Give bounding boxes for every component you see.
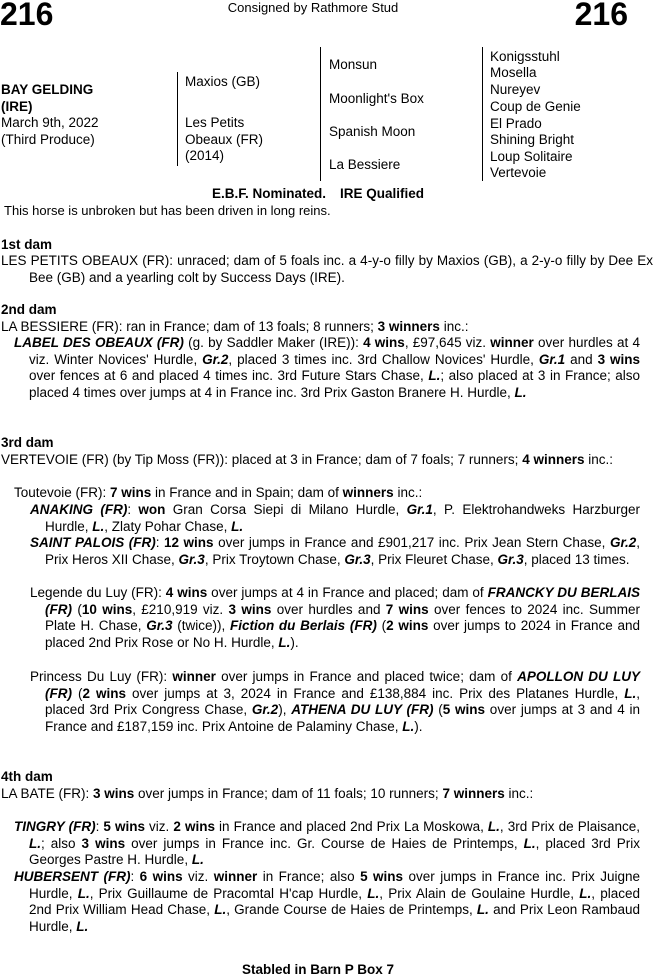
horse-dob: March 9th, 2022 bbox=[1, 115, 99, 130]
pedigree-ggp-7: Loup Solitaire bbox=[490, 149, 573, 164]
third-dam-toutevoie: Toutevoie (FR): 7 wins in France and in Spain; dam of winners inc.: bbox=[14, 485, 423, 500]
fourth-dam-text: LA BATE (FR): 3 wins over jumps in France; dam of 11 foals; 10 runners; 7 winners inc.: bbox=[1, 786, 534, 801]
pedigree-divider-1 bbox=[177, 72, 178, 166]
horse-sex: BAY GELDING bbox=[1, 82, 94, 97]
third-dam-legende: Legende du Luy (FR): 4 wins over jumps at 4 in France and placed; dam of FRANCKY DU BERLAIS (FR) (10 wins, £210,919 viz. 3 wins over hurdles and 7 wins over fences to 2024 inc. Summer Plate H. Chase, Gr.3 (twice)), Fiction du Berlais (FR) (2 wins over jumps to 2024 in France and placed 2nd Prix Rose or No H. Hurdle, L.). bbox=[30, 585, 641, 650]
pedigree-ggp-1: Konigsstuhl bbox=[490, 49, 560, 64]
unbroken-note: This horse is unbroken but has been driven in long reins. bbox=[4, 203, 331, 218]
pedigree-ggp-4: Coup de Genie bbox=[490, 99, 581, 114]
stabling-info: Stabled in Barn P Box 7 bbox=[241, 962, 395, 977]
third-dam-princess: Princess Du Luy (FR): winner over jumps in France and placed twice; dam of APOLLON DU LUY (FR) (2 wins over jumps at 3, 2024 in France and £138,884 inc. Prix des Platanes Hurdle, L., placed 3rd Prix Congress Chase, Gr.2), ATHENA DU LUY (FR) (5 wins over jumps at 3 and 4 in France and £187,159 inc. Prix Antoine de Palaminy Chase, L.). bbox=[30, 669, 641, 734]
ebf-line bbox=[0, 186, 636, 201]
fourth-dam-hubersent: HUBERSENT (FR): 6 wins viz. winner in France; also 5 wins over jumps in France inc. Prix Juigne Hurdle, L., Prix Guillaume de Pracomtal H'cap Hurdle, L., Prix Alain de Goulaine Hurdle, L., placed 2nd Prix William Head Chase, L., Grande Course de Haies de Printemps, L. and Prix Leon Rambaud Hurdle, L. bbox=[14, 869, 641, 934]
first-dam-heading: 1st dam bbox=[1, 237, 53, 252]
pedigree-divider-2 bbox=[320, 47, 321, 181]
pedigree-ggp-3: Nureyev bbox=[490, 82, 541, 97]
horse-info bbox=[1, 82, 99, 148]
pedigree-grandsire: Monsun bbox=[329, 57, 378, 72]
horse-produce: (Third Produce) bbox=[1, 131, 95, 147]
third-dam-heading: 3rd dam bbox=[1, 435, 54, 450]
pedigree-dam-line1: Les Petits bbox=[185, 115, 245, 130]
second-dam-text: LA BESSIERE (FR): ran in France; dam of 13 foals; 8 runners; 3 winners inc.: bbox=[1, 319, 469, 334]
third-dam-anaking: ANAKING (FR): won Gran Corsa Siepi di Milano Hurdle, Gr.1, P. Elektrohandweks Harzburger Hurdle, L., Zlaty Pohar Chase, L. bbox=[30, 502, 640, 534]
second-dam-heading: 2nd dam bbox=[1, 302, 57, 317]
pedigree-dam bbox=[185, 115, 263, 165]
pedigree-ggp-2: Mosella bbox=[490, 65, 537, 80]
third-dam-saint-palois: SAINT PALOIS (FR): 12 wins over jumps in France and £901,217 inc. Prix Jean Stern Chase, Gr.2, Prix Heros XII Chase, Gr.3, Prix Troytown Chase, Gr.3, Prix Fleuret Chase, Gr.3, placed 13 times. bbox=[30, 535, 640, 567]
pedigree-sire: Maxios (GB) bbox=[185, 74, 261, 89]
second-dam-progeny: LABEL DES OBEAUX (FR) (g. by Saddler Maker (IRE)): 4 wins, £97,645 viz. winner over hurdles at 4 viz. Winter Novices' Hurdle, Gr.2, placed 3 times inc. 3rd Challow Novices' Hurdle, Gr.1 and 3 wins over fences at 6 and placed 4 times inc. 3rd Future Stars Chase, L.; also placed at 3 in France; also placed 4 times over jumps at 4 in France inc. 3rd Prix Gaston Branere H. Hurdle, L. bbox=[14, 335, 641, 400]
pedigree-dam-sire: Spanish Moon bbox=[329, 124, 416, 139]
consignor: Consigned by Rathmore Stud bbox=[227, 0, 399, 15]
horse-origin: (IRE) bbox=[1, 98, 33, 114]
pedigree-ggp-6: Shining Bright bbox=[490, 132, 575, 147]
ebf-nominated: E.B.F. Nominated. bbox=[211, 186, 326, 201]
pedigree-dam-line2: Obeaux (FR) bbox=[185, 131, 264, 147]
third-dam-text: VERTEVOIE (FR) (by Tip Moss (FR)): placed at 3 in France; dam of 7 foals; 7 runners; 4 winners inc.: bbox=[1, 452, 613, 467]
fourth-dam-heading: 4th dam bbox=[1, 769, 53, 784]
pedigree-granddam-sire: Moonlight's Box bbox=[329, 91, 424, 106]
pedigree-divider-3 bbox=[482, 47, 483, 181]
pedigree-granddam: La Bessiere bbox=[329, 157, 401, 172]
ire-qualified: IRE Qualified bbox=[340, 186, 425, 201]
lot-number-left: 216 bbox=[0, 0, 54, 32]
fourth-dam-tingry: TINGRY (FR): 5 wins viz. 2 wins in France and placed 2nd Prix La Moskowa, L., 3rd Prix de Plaisance, L.; also 3 wins over jumps in France inc. Gr. Course de Haies de Printemps, L., placed 3rd Prix Georges Pastre H. Hurdle, L. bbox=[14, 819, 640, 867]
lot-number-right: 216 bbox=[574, 0, 628, 32]
first-dam-text: LES PETITS OBEAUX (FR): unraced; dam of 5 foals inc. a 4-y-o filly by Maxios (GB), a 2-y-o filly by Dee Ex Bee (GB) and a yearling colt by Success Days (IRE). bbox=[1, 253, 653, 285]
pedigree-dam-line3: (2014) bbox=[185, 148, 225, 163]
pedigree-ggp-5: El Prado bbox=[490, 116, 542, 131]
pedigree-ggp-8: Vertevoie bbox=[490, 165, 547, 180]
